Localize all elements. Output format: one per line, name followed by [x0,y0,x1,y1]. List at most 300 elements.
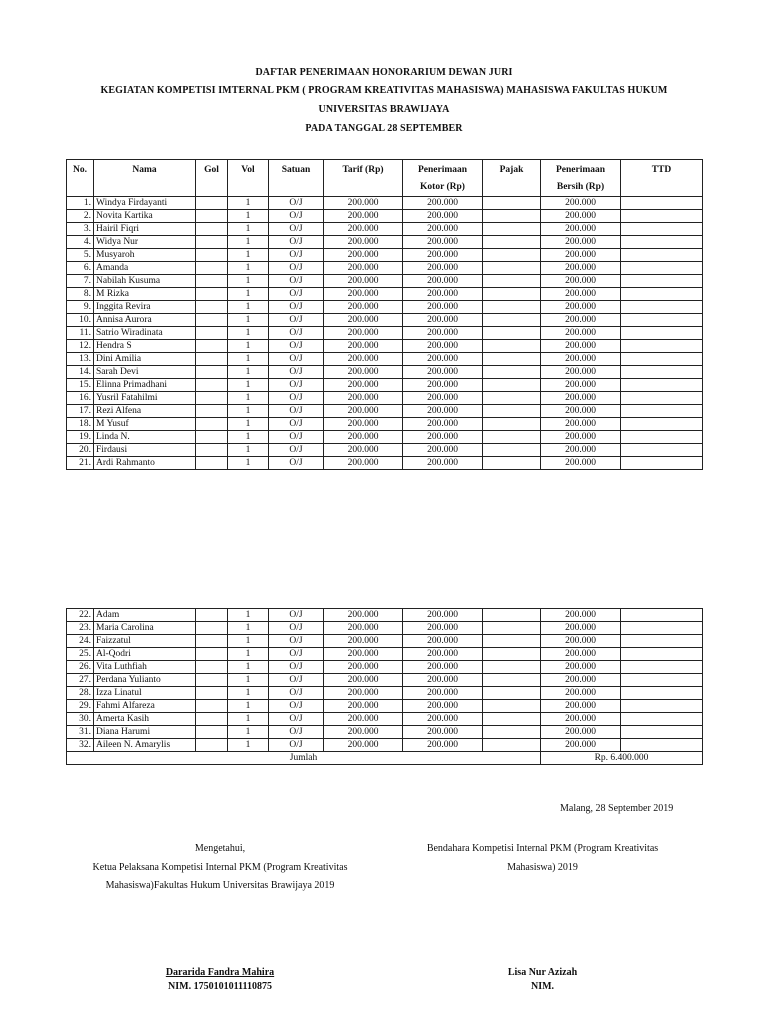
table-row [67,275,703,288]
row-pajak [483,275,541,288]
row-tarif: 200.000 [324,392,403,405]
row-satuan: O/J [269,687,324,700]
row-pajak [483,301,541,314]
row-bersih: 200.000 [541,249,621,262]
row-satuan: O/J [269,405,324,418]
row-ttd [621,314,703,327]
row-no: 32. [67,739,94,752]
row-ttd [621,726,703,739]
row-pajak [483,726,541,739]
row-gol [196,687,228,700]
row-tarif: 200.000 [324,726,403,739]
row-tarif: 200.000 [324,622,403,635]
col-bersih-label-2: Bersih (Rp) [556,182,605,192]
row-nama: Dini Amilia [94,353,196,366]
row-vol: 1 [228,444,269,457]
row-gol [196,340,228,353]
col-satuan-header: Satuan [269,160,324,197]
row-tarif: 200.000 [324,444,403,457]
row-pajak [483,635,541,648]
col-kotor-header [403,160,483,197]
row-vol: 1 [228,431,269,444]
row-nama: Rezi Alfena [94,405,196,418]
row-ttd [621,431,703,444]
row-bersih: 200.000 [541,340,621,353]
row-bersih: 200.000 [541,648,621,661]
row-gol [196,713,228,726]
table-row [67,223,703,236]
row-bersih: 200.000 [541,661,621,674]
row-satuan: O/J [269,457,324,470]
row-pajak [483,249,541,262]
row-vol: 1 [228,366,269,379]
row-vol: 1 [228,648,269,661]
row-tarif: 200.000 [324,301,403,314]
row-gol [196,726,228,739]
table-row [67,327,703,340]
row-vol: 1 [228,301,269,314]
row-satuan: O/J [269,700,324,713]
row-bersih: 200.000 [541,700,621,713]
row-ttd [621,223,703,236]
table-row [67,431,703,444]
row-tarif: 200.000 [324,262,403,275]
row-vol: 1 [228,327,269,340]
row-tarif: 200.000 [324,648,403,661]
row-pajak [483,418,541,431]
row-pajak [483,713,541,726]
row-ttd [621,713,703,726]
row-nama: Inggita Revira [94,301,196,314]
table-row [67,314,703,327]
row-vol: 1 [228,223,269,236]
row-gol [196,431,228,444]
table-row [67,457,703,470]
row-bersih: 200.000 [541,739,621,752]
row-pajak [483,648,541,661]
row-bersih: 200.000 [541,327,621,340]
row-ttd [621,648,703,661]
row-nama: Hendra S [94,340,196,353]
left-signer-nim: NIM. 1750101011110875 [168,981,272,992]
right-signer-nim: NIM. [530,981,555,992]
row-tarif: 200.000 [324,236,403,249]
row-bersih: 200.000 [541,288,621,301]
row-gol [196,223,228,236]
row-satuan: O/J [269,609,324,622]
row-no: 18. [67,418,94,431]
row-no: 25. [67,648,94,661]
row-kotor: 200.000 [403,687,483,700]
row-kotor: 200.000 [403,635,483,648]
row-bersih: 200.000 [541,726,621,739]
row-ttd [621,301,703,314]
row-ttd [621,275,703,288]
row-kotor: 200.000 [403,197,483,210]
row-tarif: 200.000 [324,713,403,726]
table-row [67,379,703,392]
row-tarif: 200.000 [324,366,403,379]
row-gol [196,674,228,687]
table-row [67,609,703,622]
row-kotor: 200.000 [403,648,483,661]
row-pajak [483,661,541,674]
left-signer-role-3: Mahasiswa)Fakultas Hukum Universitas Brawijaya 2019 [105,880,335,891]
row-bersih: 200.000 [541,353,621,366]
table-row [67,739,703,752]
row-nama: Vita Luthfiah [94,661,196,674]
row-gol [196,301,228,314]
row-ttd [621,197,703,210]
row-nama: Aileen N. Amarylis [94,739,196,752]
row-vol: 1 [228,288,269,301]
row-tarif: 200.000 [324,431,403,444]
row-nama: Ardi Rahmanto [94,457,196,470]
row-bersih: 200.000 [541,431,621,444]
row-ttd [621,687,703,700]
row-ttd [621,635,703,648]
total-value: Rp. 6.400.000 [541,752,703,765]
row-no: 3. [67,223,94,236]
row-ttd [621,262,703,275]
row-bersih: 200.000 [541,457,621,470]
row-gol [196,635,228,648]
row-ttd [621,249,703,262]
row-vol: 1 [228,392,269,405]
row-vol: 1 [228,379,269,392]
row-satuan: O/J [269,635,324,648]
row-ttd [621,622,703,635]
table-row [67,405,703,418]
row-satuan: O/J [269,726,324,739]
row-kotor: 200.000 [403,418,483,431]
row-kotor: 200.000 [403,327,483,340]
row-kotor: 200.000 [403,314,483,327]
row-tarif: 200.000 [324,700,403,713]
row-pajak [483,674,541,687]
row-vol: 1 [228,622,269,635]
col-pajak-header: Pajak [483,160,541,197]
table-row [67,700,703,713]
row-bersih: 200.000 [541,262,621,275]
row-vol: 1 [228,661,269,674]
table-row [67,444,703,457]
row-bersih: 200.000 [541,223,621,236]
row-pajak [483,340,541,353]
row-ttd [621,609,703,622]
table-row [67,288,703,301]
row-bersih: 200.000 [541,418,621,431]
row-pajak [483,210,541,223]
row-nama: Perdana Yulianto [94,674,196,687]
row-satuan: O/J [269,275,324,288]
left-signer-name: Dararida Fandra Mahira [165,967,275,978]
row-gol [196,197,228,210]
row-bersih: 200.000 [541,609,621,622]
right-signer-name: Lisa Nur Azizah [507,967,578,978]
place-date: Malang, 28 September 2019 [560,803,674,814]
row-pajak [483,431,541,444]
row-pajak [483,262,541,275]
row-gol [196,700,228,713]
row-ttd [621,405,703,418]
row-pajak [483,314,541,327]
row-no: 4. [67,236,94,249]
col-tarif-header: Tarif (Rp) [324,160,403,197]
row-gol [196,622,228,635]
row-bersih: 200.000 [541,405,621,418]
table-row [67,635,703,648]
row-nama: Nabilah Kusuma [94,275,196,288]
row-pajak [483,366,541,379]
table-row [67,648,703,661]
row-gol [196,366,228,379]
row-pajak [483,622,541,635]
row-vol: 1 [228,236,269,249]
table-row [67,713,703,726]
row-tarif: 200.000 [324,635,403,648]
row-gol [196,418,228,431]
row-ttd [621,444,703,457]
row-nama: Faizzatul [94,635,196,648]
row-tarif: 200.000 [324,275,403,288]
row-tarif: 200.000 [324,353,403,366]
row-no: 14. [67,366,94,379]
row-satuan: O/J [269,366,324,379]
row-ttd [621,739,703,752]
row-pajak [483,236,541,249]
row-kotor: 200.000 [403,405,483,418]
row-nama: Satrio Wiradinata [94,327,196,340]
row-pajak [483,223,541,236]
table-row [67,366,703,379]
row-bersih: 200.000 [541,635,621,648]
row-no: 31. [67,726,94,739]
row-nama: Musyaroh [94,249,196,262]
row-vol: 1 [228,314,269,327]
row-vol: 1 [228,418,269,431]
row-kotor: 200.000 [403,353,483,366]
row-no: 12. [67,340,94,353]
row-ttd [621,340,703,353]
row-tarif: 200.000 [324,457,403,470]
row-kotor: 200.000 [403,609,483,622]
row-gol [196,457,228,470]
row-no: 19. [67,431,94,444]
row-kotor: 200.000 [403,700,483,713]
row-nama: Diana Harumi [94,726,196,739]
row-vol: 1 [228,340,269,353]
row-gol [196,661,228,674]
row-satuan: O/J [269,418,324,431]
row-kotor: 200.000 [403,340,483,353]
row-pajak [483,700,541,713]
row-ttd [621,210,703,223]
row-tarif: 200.000 [324,418,403,431]
row-no: 8. [67,288,94,301]
row-satuan: O/J [269,739,324,752]
row-satuan: O/J [269,431,324,444]
row-no: 7. [67,275,94,288]
row-no: 17. [67,405,94,418]
row-nama: Amerta Kasih [94,713,196,726]
row-vol: 1 [228,609,269,622]
row-nama: Adam [94,609,196,622]
honorarium-table-part1 [66,159,703,470]
col-no-header: No. [67,160,94,197]
row-pajak [483,444,541,457]
row-satuan: O/J [269,236,324,249]
row-satuan: O/J [269,379,324,392]
row-satuan: O/J [269,249,324,262]
row-tarif: 200.000 [324,739,403,752]
row-bersih: 200.000 [541,236,621,249]
col-nama-header: Nama [94,160,196,197]
row-kotor: 200.000 [403,739,483,752]
row-nama: Yusril Fatahilmi [94,392,196,405]
row-satuan: O/J [269,223,324,236]
row-kotor: 200.000 [403,275,483,288]
row-tarif: 200.000 [324,314,403,327]
table-row [67,418,703,431]
row-no: 1. [67,197,94,210]
row-pajak [483,327,541,340]
table-row [67,249,703,262]
table-row [67,353,703,366]
row-vol: 1 [228,262,269,275]
row-kotor: 200.000 [403,661,483,674]
col-vol-header: Vol [228,160,269,197]
row-satuan: O/J [269,301,324,314]
row-nama: Maria Carolina [94,622,196,635]
row-no: 21. [67,457,94,470]
honorarium-table-part2 [66,608,703,765]
row-gol [196,739,228,752]
row-gol [196,379,228,392]
row-gol [196,314,228,327]
row-ttd [621,327,703,340]
row-gol [196,353,228,366]
row-bersih: 200.000 [541,210,621,223]
row-satuan: O/J [269,197,324,210]
row-nama: Al-Qodri [94,648,196,661]
row-gol [196,275,228,288]
row-gol [196,288,228,301]
row-bersih: 200.000 [541,444,621,457]
row-bersih: 200.000 [541,379,621,392]
row-kotor: 200.000 [403,392,483,405]
row-nama: M Rizka [94,288,196,301]
row-kotor: 200.000 [403,726,483,739]
right-signer-role-2: Mahasiswa) 2019 [507,862,578,873]
row-ttd [621,353,703,366]
row-gol [196,236,228,249]
table-row [67,674,703,687]
row-ttd [621,700,703,713]
col-kotor-label-1: Penerimaan [417,165,468,175]
row-kotor: 200.000 [403,210,483,223]
table-row [67,301,703,314]
row-vol: 1 [228,674,269,687]
table-row [67,210,703,223]
row-tarif: 200.000 [324,288,403,301]
row-no: 16. [67,392,94,405]
row-bersih: 200.000 [541,366,621,379]
row-pajak [483,288,541,301]
row-kotor: 200.000 [403,288,483,301]
row-kotor: 200.000 [403,622,483,635]
doc-date-line: PADA TANGGAL 28 SEPTEMBER [305,123,463,134]
row-kotor: 200.000 [403,223,483,236]
table-row [67,687,703,700]
row-bersih: 200.000 [541,674,621,687]
row-gol [196,392,228,405]
row-nama: Fahmi Alfareza [94,700,196,713]
row-kotor: 200.000 [403,457,483,470]
row-no: 11. [67,327,94,340]
row-gol [196,609,228,622]
row-bersih: 200.000 [541,622,621,635]
doc-subtitle: KEGIATAN KOMPETISI IMTERNAL PKM ( PROGRAM KREATIVITAS MAHASISWA) MAHASISWA FAKULTAS HUKUM [100,85,668,96]
row-vol: 1 [228,726,269,739]
row-satuan: O/J [269,288,324,301]
row-nama: M Yusuf [94,418,196,431]
row-gol [196,648,228,661]
row-pajak [483,353,541,366]
row-ttd [621,418,703,431]
row-tarif: 200.000 [324,687,403,700]
row-satuan: O/J [269,340,324,353]
row-no: 23. [67,622,94,635]
row-tarif: 200.000 [324,379,403,392]
row-satuan: O/J [269,622,324,635]
row-nama: Firdausi [94,444,196,457]
table-body-part1 [67,197,703,470]
row-no: 10. [67,314,94,327]
col-kotor-label-2: Kotor (Rp) [420,182,465,192]
table-row [67,661,703,674]
row-ttd [621,288,703,301]
row-satuan: O/J [269,262,324,275]
row-ttd [621,674,703,687]
row-kotor: 200.000 [403,713,483,726]
row-ttd [621,457,703,470]
table-row [67,622,703,635]
doc-university: UNIVERSITAS BRAWIJAYA [318,104,450,115]
row-satuan: O/J [269,648,324,661]
doc-title: DAFTAR PENERIMAAN HONORARIUM DEWAN JURI [255,67,513,78]
row-kotor: 200.000 [403,366,483,379]
row-tarif: 200.000 [324,210,403,223]
row-gol [196,210,228,223]
row-pajak [483,609,541,622]
row-pajak [483,379,541,392]
row-satuan: O/J [269,713,324,726]
row-nama: Windya Firdayanti [94,197,196,210]
row-tarif: 200.000 [324,340,403,353]
col-bersih-header [541,160,621,197]
row-pajak [483,392,541,405]
row-vol: 1 [228,700,269,713]
row-ttd [621,366,703,379]
row-no: 13. [67,353,94,366]
total-row [67,752,703,765]
row-no: 5. [67,249,94,262]
row-pajak [483,457,541,470]
row-satuan: O/J [269,314,324,327]
left-signer-role-2: Ketua Pelaksana Kompetisi Internal PKM (Program Kreativitas [92,862,348,873]
row-no: 15. [67,379,94,392]
